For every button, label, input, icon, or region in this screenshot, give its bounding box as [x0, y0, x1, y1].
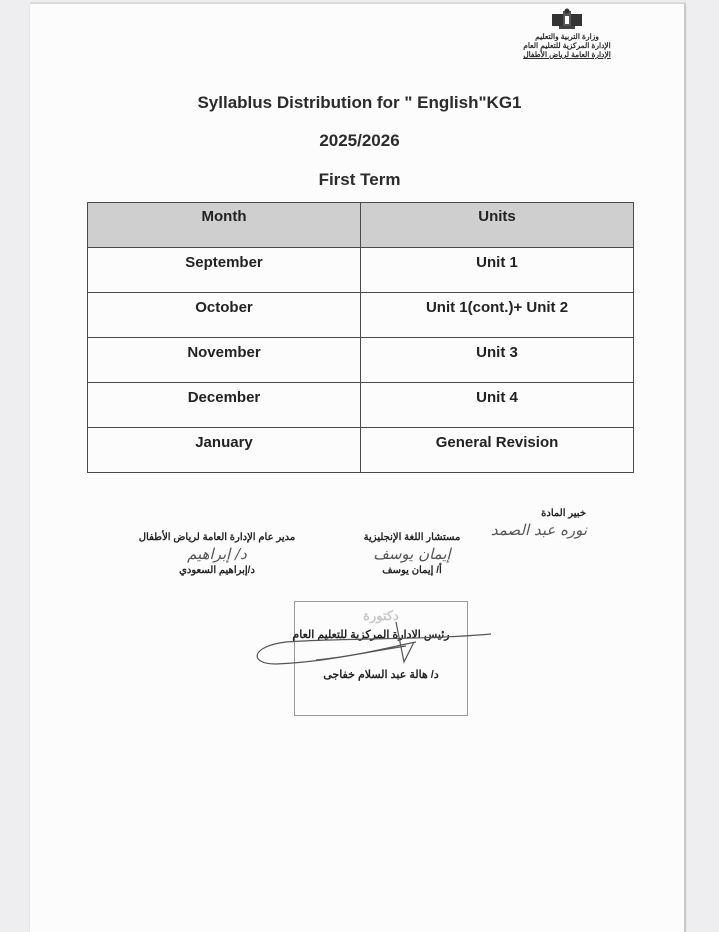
- cell-month: October: [88, 293, 361, 338]
- ministry-line-3: الإدارة العامة لرياض الأطفال: [523, 50, 611, 59]
- term-label: First Term: [318, 170, 401, 189]
- signature-consultant: [348, 532, 476, 576]
- header-units: Units: [361, 203, 634, 248]
- ministry-header: [512, 8, 622, 59]
- table-header-row: [88, 203, 634, 248]
- expert-signature: نوره عبد الصمد: [490, 521, 588, 539]
- stamp-text: دكتورة: [363, 608, 399, 623]
- header-month: Month: [88, 203, 361, 248]
- cell-month: January: [88, 428, 361, 473]
- head-name: د/ هالة عبد السلام خفاجى: [323, 669, 439, 681]
- director-role: مدير عام الإدارة العامة لرياض الأطفال: [138, 532, 296, 543]
- signature-director: [122, 532, 312, 576]
- table-row: [88, 338, 634, 383]
- cell-month: December: [88, 383, 361, 428]
- consultant-role: مستشار اللغة الإنجليزية: [363, 532, 461, 543]
- cell-units: Unit 1(cont.)+ Unit 2: [361, 293, 634, 338]
- cell-month: November: [88, 338, 361, 383]
- table-row: [88, 383, 634, 428]
- cell-units: Unit 3: [361, 338, 634, 383]
- eagle-emblem-icon: [550, 8, 584, 30]
- signature-expert: [484, 508, 594, 541]
- table-row: [88, 293, 634, 338]
- cell-month: September: [88, 248, 361, 293]
- document-title: Syllablus Distribution for " English"KG1: [197, 93, 522, 112]
- director-signature: د/ إبراهيم: [187, 545, 247, 563]
- ministry-line-1: وزارة التربية والتعليم: [535, 32, 599, 41]
- academic-year: 2025/2026: [319, 131, 400, 150]
- head-role: رئيس الادارة المركزية للتعليم العام: [292, 629, 450, 641]
- consultant-name: أ/ إيمان يوسف: [382, 565, 442, 576]
- syllabus-table: [87, 202, 634, 473]
- table-row: [88, 248, 634, 293]
- official-stamp: [294, 601, 468, 716]
- expert-role: خبير المادة: [541, 508, 586, 519]
- ministry-line-2: الإدارة المركزية للتعليم العام: [523, 41, 611, 50]
- director-name: د/إبراهيم السعودي: [179, 565, 255, 576]
- consultant-signature: إيمان يوسف: [373, 545, 451, 563]
- table-row: [88, 428, 634, 473]
- cell-units: Unit 1: [361, 248, 634, 293]
- cell-units: General Revision: [361, 428, 634, 473]
- cell-units: Unit 4: [361, 383, 634, 428]
